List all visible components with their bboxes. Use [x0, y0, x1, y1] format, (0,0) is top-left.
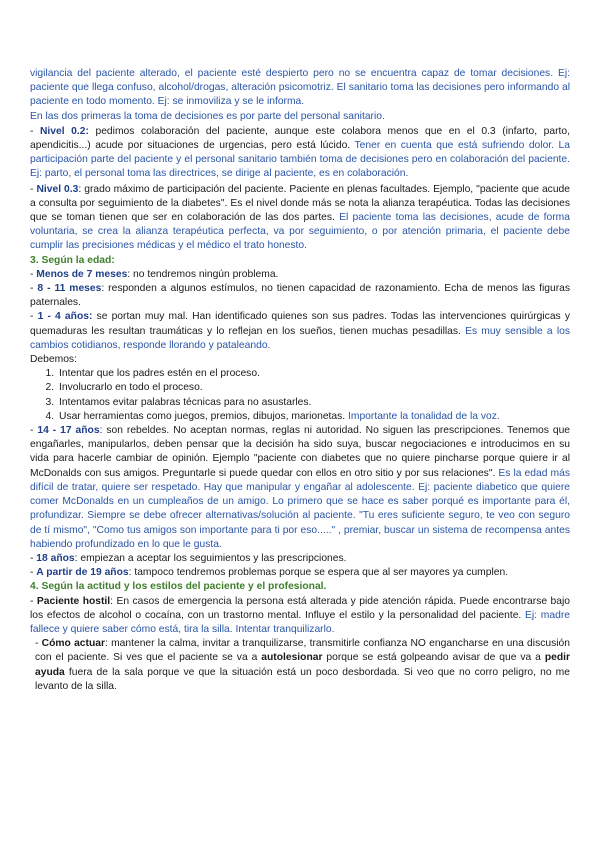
age-1-4-years: - 1 - 4 años: se portan muy mal. Han identificado quienes son sus padres. Todas las intervenciones quirúrgicas y quemaduras les resultan traumáticas y lo reflejan en los sueños, tienen muchas pesadillas. Es muy sensible a los cambios cotidianos, responde llorando y pataleando.	[30, 311, 570, 351]
actuar-bold-2: pedir ayuda	[35, 652, 571, 678]
age-1-4-text: se portan muy mal. Han identificado quienes son sus padres. Todas las intervenciones quirúrgicas y quemaduras les resultan traumáticas y lo reflejan en los sueños, tienen muchas pesadillas.	[30, 311, 570, 337]
list-item-text: Usar herramientas como juegos, premios, dibujos, marionetas.	[59, 410, 346, 422]
age-8-11-text: : responden a algunos estímulos, no tienen capacidad de razonamiento. Echa de menos las figuras paternales.	[30, 283, 570, 309]
hostil-label: Paciente hostil	[36, 595, 111, 607]
age-18-years: - 18 años: empiezan a aceptar los seguimientos y las prescripciones.	[30, 552, 347, 564]
age-14-17-label: 14 - 17 años	[37, 425, 100, 437]
age-19-label: A partir de 19 años	[36, 567, 129, 579]
list-item-blue: Importante la tonalidad de la voz.	[345, 410, 500, 422]
age-14-17-text: : son rebeldes. No aceptan normas, reglas ni autoridad. No siguen las prescripciones. Tenemos que engañarles, manipularlos, deben pensar que la decisión ha sido suya, buscar negociaciones e introducimos en su vida para hacerle cambiar de opinión. Ejemplo "paciente con diabetes que no quiere pincharse porque quiere ir al McDonalds con sus amigos. Preguntarle si puede quedar con ellos en otro sitio y por sus relaciones".	[30, 425, 571, 479]
actuar-text-3: fuera de la sala porque ve que la situación está un poco desbordada. Si veo que no corro peligro, no me levanto de la silla.	[35, 666, 570, 692]
intro-blue-text: vigilancia del paciente alterado, el paciente esté despierto pero no se encuentra capaz de tomar decisiones. Ej: paciente que llega confuso, alcohol/drogas, alteración psicomotriz. El sanitario toma las decisiones pero informando al paciente en todo momento. Ej: se inmoviliza y se le informa.	[30, 68, 570, 108]
age-under-7-months: - Menos de 7 meses: no tendremos ningún problema.	[30, 268, 279, 280]
debemos-list	[30, 367, 570, 424]
nivel-02-text: pedimos colaboración del paciente, aunque este colabora menos que en el 0.3 (infarto, parto, apendicitis...) acude por situaciones de urgencias, pero está lúcido.	[30, 125, 571, 152]
list-item: 3. Intentamos evitar palabras técnicas para no asustarles.	[57, 396, 570, 410]
actuar-bold-1: autolesionar	[261, 652, 323, 664]
hostil-text: : En casos de emergencia la persona está alterada y pide atención rápida. Puede encontrarse bajo los efectos de alcohol o cocaína, con un trastorno mental. Influye el estilo y la personalidad del paciente.	[30, 595, 571, 621]
age-1-4-label: 1 - 4 años:	[37, 311, 93, 323]
nivel-02-label: Nivel 0.2:	[40, 125, 89, 137]
age-1-4-blue: Es muy sensible a los cambios cotidianos, responde llorando y pataleando.	[30, 325, 570, 351]
list-item: 2. Involucrarlo en todo el proceso.	[57, 381, 570, 395]
age-8-11-label: 8 - 11 meses	[37, 283, 102, 295]
age-14-17-years: - 14 - 17 años: son rebeldes. No aceptan normas, reglas ni autoridad. No siguen las prescripciones. Tenemos que engañarles, manipularlos, deben pensar que la decisión ha sido suya, buscar negociaciones e introducimos en su vida para hacerle cambiar de opinión. Ejemplo "paciente con diabetes que no quiere pincharse porque quiere ir al McDonalds con sus amigos. Preguntarle si puede quedar con ellos en otro sitio y por sus relaciones". Es la edad más difícil de tratar, quiere ser respetado. Hay que manipular y engañar al adolescente. Ej: paciente diabetico que quiere comer McDonalds en un cumpleaños de un amigo. Lo primero que se hace es saber porqué es importante para él, profundizar. Siempre se debe ofrecer alternativas/solución al paciente. "Tu eres suficiente seguro, te veo con seguro de tí mismo", "Como tus amigos son importante para ti por eso....." , premiar, buscar un sistema de recompensa antes habiendo profundizado en lo que le gusta.	[30, 425, 571, 550]
nivel-02-blue: Tener en cuenta que está sufriendo dolor. La participación parte del paciente y el personal sanitario también toma de decisiones pero en colaboración del paciente. Ej: parto, el personal toma las directrices, se dirige al paciente, es en colaboración.	[30, 140, 571, 180]
paragraph-nivel-03: - Nivel 0.3: grado máximo de participación del paciente. Paciente en plenas facultades. Ejemplo, "paciente que acude a consulta por seguimiento de la diabetes". Es el nivel donde más se nota la alianza terapéutica. Todas las decisiones que se toman tienen que ser en colaboración de las dos partes. El paciente toma las decisiones, acude de forma voluntaria, se crea la alianza terapéutica perfecta, va por seguimiento, o por atención primaria, el paciente debe cumplir las precisiones médicas y el médico el trato honesto.	[30, 183, 570, 252]
como-actuar: - Cómo actuar: mantener la calma, invitar a tranquilizarse, transmitirle confianza NO engancharse en una discusión con el paciente. Si ves que el paciente se va a autolesionar porque se está golpeando avisar de que va a pedir ayuda fuera de la sala porque ve que la situación está un poco desbordada. Si veo que no corro peligro, no me levanto de la silla.	[35, 638, 571, 692]
age-18-text: : empiezan a aceptar los seguimientos y las prescripciones.	[74, 552, 347, 564]
nivel-03-label: Nivel 0.3	[36, 183, 79, 195]
list-item: 1. Intentar que los padres estén en el proceso.	[57, 367, 570, 381]
nivel-03-text: : grado máximo de participación del paciente. Paciente en plenas facultades. Ejemplo, "paciente que acude a consulta por seguimiento de la diabetes". Es el nivel donde más se nota la alianza terapéutica. Todas las decisiones que se toman tienen que ser en colaboración de las dos partes.	[30, 183, 570, 224]
paragraph-intro	[30, 67, 570, 124]
intro-blue-note: En las dos primeras la toma de decisiones es por parte del personal sanitario.	[30, 110, 385, 122]
actuar-text-2: porque se está golpeando avisar de que va a	[322, 652, 545, 664]
age-under-7-text: : no tendremos ningún problema.	[127, 268, 279, 280]
actuar-text-1: : mantener la calma, invitar a tranquilizarse, transmitirle confianza NO engancharse en una discusión con el paciente. Si ves que el paciente se va a	[35, 638, 570, 664]
section-3-heading: 3. Según la edad:	[30, 254, 115, 266]
age-under-7-label: Menos de 7 meses	[36, 268, 128, 280]
nivel-03-blue: El paciente toma las decisiones, acude de forma voluntaria, se crea la alianza terapéutica perfecta, va por seguimiento, o por atención primaria, el paciente debe cumplir las precisiones médicas y el médico el trato honesto.	[30, 212, 570, 252]
age-14-17-blue: Es la edad más difícil de tratar, quiere ser respetado. Hay que manipular y engañar al adolescente. Ej: paciente diabetico que quiere comer McDonalds en un cumpleaños de un amigo. Lo primero que se hace es saber porqué es importante para él, profundizar. Siempre se debe ofrecer alternativas/solución al paciente. "Tu eres suficiente seguro, te veo con seguro de tí mismo", "Como tus amigos son importante para ti por eso....." , premiar, buscar un sistema de recompensa antes habiendo profundizado en lo que le gusta.	[30, 467, 570, 550]
actuar-label: Cómo actuar	[41, 638, 105, 650]
paciente-hostil: - Paciente hostil: En casos de emergencia la persona está alterada y pide atención rápida. Puede encontrarse bajo los efectos de alcohol o cocaína, con un trastorno mental. Influye el estilo y la personalidad del paciente. Ej: madre fallece y quiere saber cómo está, tira la silla. Intentar tranquilizarlo.	[30, 595, 571, 635]
age-19-text: : tampoco tendremos problemas porque se espera que al ser mayores ya cumplen.	[128, 567, 509, 579]
list-item	[57, 410, 570, 424]
hostil-blue: Ej: madre fallece y quiere saber cómo está, tira la silla. Intentar tranquilizarlo.	[30, 609, 570, 635]
debemos-label: Debemos:	[30, 354, 77, 366]
document-body	[30, 67, 570, 694]
age-18-label: 18 años	[36, 552, 75, 564]
paragraph-nivel-02: - Nivel 0.2: pedimos colaboración del paciente, aunque este colabora menos que en el 0.3 (infarto, parto, apendicitis...) acude por situaciones de urgencias, pero está lúcido. Tener en cuenta que está sufriendo dolor. La participación parte del paciente y el personal sanitario también toma de decisiones pero en colaboración del paciente. Ej: parto, el personal toma las directrices, se dirige al paciente, es en colaboración.	[30, 125, 571, 180]
age-8-11-months: - 8 - 11 meses: responden a algunos estímulos, no tienen capacidad de razonamiento. Echa de menos las figuras paternales.	[30, 283, 570, 309]
section-4-heading: 4. Según la actitud y los estilos del paciente y el profesional.	[30, 581, 327, 593]
age-19-plus: - A partir de 19 años: tampoco tendremos problemas porque se espera que al ser mayores ya cumplen.	[30, 567, 509, 579]
